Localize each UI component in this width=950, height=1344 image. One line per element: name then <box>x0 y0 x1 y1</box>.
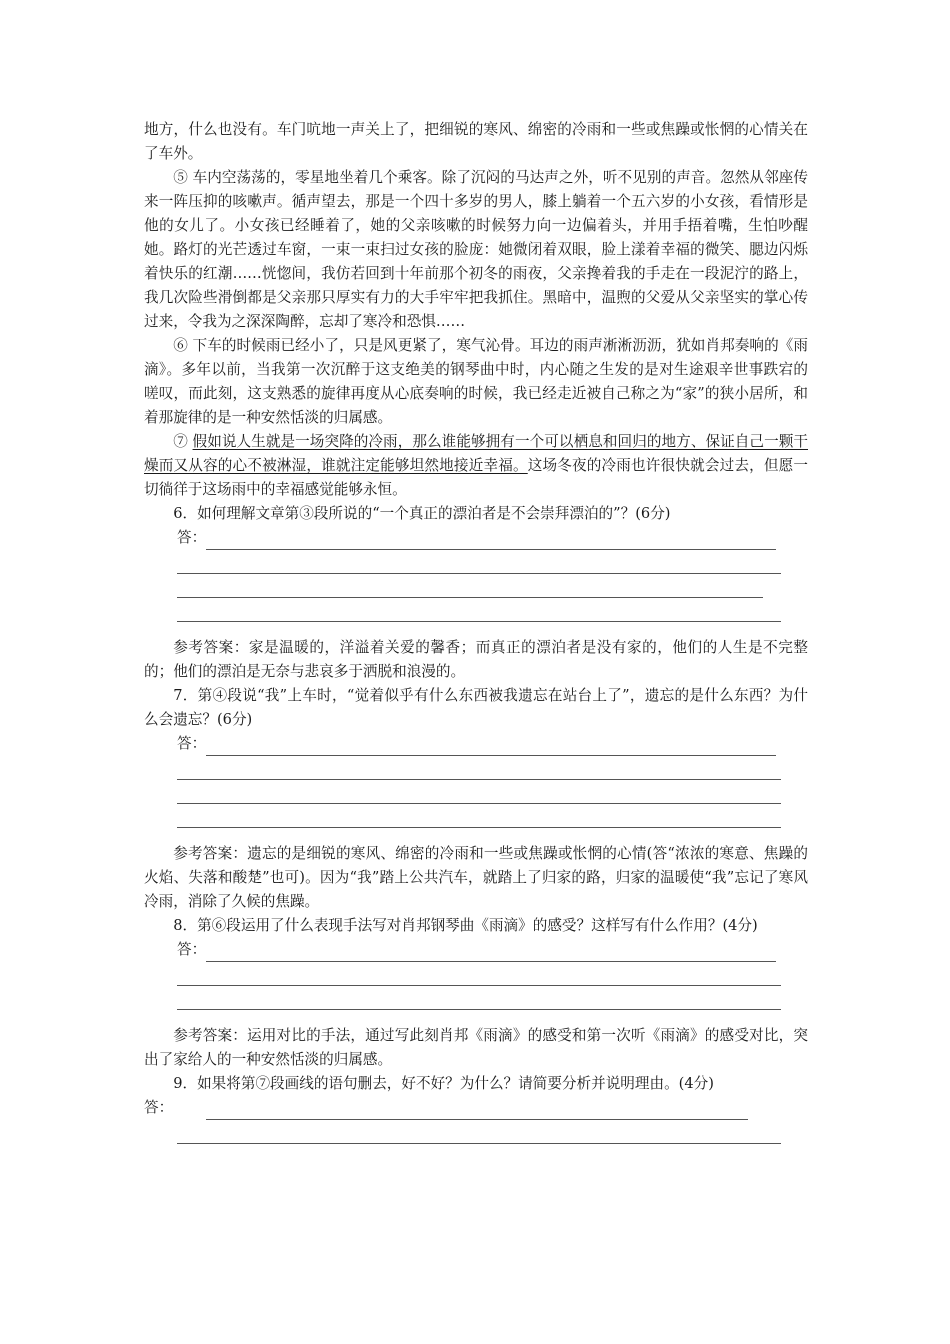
paragraph-7-number: ⑦ <box>173 433 193 450</box>
paragraph-7 <box>144 430 808 502</box>
document-page <box>144 118 808 1144</box>
question-8: 8．第⑥段运用了什么表现手法写对肖邦钢琴曲《雨滴》的感受？这样写有什么作用？(4分) <box>173 917 758 934</box>
question-9: 9．如果将第⑦段画线的语句删去，好不好？为什么？请简要分析并说明理由。(4分) <box>173 1075 714 1092</box>
answer-line[interactable] <box>206 738 776 756</box>
answer-line[interactable] <box>206 1102 748 1120</box>
paragraph-6: ⑥ 下车的时候雨已经小了，只是风更紧了，寒气沁骨。耳边的雨声淅淅沥沥，犹如肖邦奏响的《雨滴》。多年以前，当我第一次沉醉于这支绝美的钢琴曲中时，内心随之生发的是对生途艰辛世事跌宕的嗟叹，而此刻，这支熟悉的旋律再度从心底奏响的时候，我已经走近被自己称之为“家”的狭小居所，和着那旋律的是一种安然恬淡的归属感。 <box>144 337 808 426</box>
answer-label: 答： <box>177 529 207 546</box>
answer-line[interactable] <box>177 786 781 804</box>
answer-line[interactable] <box>177 968 781 986</box>
answer-line[interactable] <box>177 1126 781 1144</box>
answer-area-9 <box>144 1096 808 1144</box>
question-6: 6．如何理解文章第③段所说的“一个真正的漂泊者是不会崇拜漂泊的”？(6分) <box>173 505 671 522</box>
answer-label: 答： <box>144 1099 174 1116</box>
answer-area-6 <box>177 526 808 622</box>
answer-line[interactable] <box>177 992 781 1010</box>
answer-line[interactable] <box>177 604 781 622</box>
paragraph-7-rest: 这场冬夜的冷雨也许很快就会过去，但愿一切徜徉于这场雨中的幸福感觉能够永恒。 <box>144 457 808 498</box>
answer-label: 答： <box>177 941 207 958</box>
answer-area-7 <box>177 732 808 828</box>
paragraph-5: ⑤ 车内空荡荡的，零星地坐着几个乘客。除了沉闷的马达声之外，听不见别的声音。忽然从邻座传来一阵压抑的咳嗽声。循声望去，那是一个四十多岁的男人，膝上躺着一个五六岁的小女孩，看情形是他的女儿了。小女孩已经睡着了，她的父亲咳嗽的时候努力向一边偏着头，并用手捂着嘴，生怕吵醒她。路灯的光芒透过车窗，一束一束扫过女孩的脸庞：她微闭着双眼，脸上漾着幸福的微笑、腮边闪烁着快乐的红潮……恍惚间，我仿若回到十年前那个初冬的雨夜，父亲搀着我的手走在一段泥泞的路上，我几次险些滑倒都是父亲那只厚实有力的大手牢牢把我抓住。黑暗中，温煦的父爱从父亲坚实的掌心传过来，令我为之深深陶醉，忘却了寒冷和恐惧…… <box>144 169 808 330</box>
answer-line[interactable] <box>177 810 781 828</box>
answer-label: 答： <box>177 735 207 752</box>
answer-area-8 <box>177 938 808 1010</box>
answer-line[interactable] <box>206 532 776 550</box>
paragraph-4-tail: 地方，什么也没有。车门吭地一声关上了，把细锐的寒风、绵密的冷雨和一些或焦躁或怅惘的心情关在了车外。 <box>144 121 808 162</box>
reference-answer-6: 参考答案：家是温暖的，洋溢着关爱的馨香；而真正的漂泊者是没有家的，他们的人生是不完整的；他们的漂泊是无奈与悲哀多于洒脱和浪漫的。 <box>144 639 808 680</box>
answer-line[interactable] <box>177 580 763 598</box>
reference-answer-8: 参考答案：运用对比的手法，通过写此刻肖邦《雨滴》的感受和第一次听《雨滴》的感受对比，突出了家给人的一种安然恬淡的归属感。 <box>144 1027 808 1068</box>
answer-line[interactable] <box>177 556 781 574</box>
answer-line[interactable] <box>206 944 776 962</box>
question-7: 7．第④段说“我”上车时，“觉着似乎有什么东西被我遗忘在站台上了”，遗忘的是什么东西？为什么会遗忘？(6分) <box>144 687 808 728</box>
reference-answer-7: 参考答案：遗忘的是细锐的寒风、绵密的冷雨和一些或焦躁或怅惘的心情(答“浓浓的寒意、焦躁的火焰、失落和酸楚”也可)。因为“我”踏上公共汽车，就踏上了归家的路，归家的温暖使“我”忘记了寒风冷雨，消除了久候的焦躁。 <box>144 845 808 910</box>
paragraph-7-underlined-sentence: 假如说人生就是一场突降的冷雨，那么谁能够拥有一个可以栖息和回归的地方、保证自己一颗干燥而又从容的心不被淋湿，谁就注定能够坦然地接近幸福。 <box>144 433 808 474</box>
answer-line[interactable] <box>177 762 781 780</box>
